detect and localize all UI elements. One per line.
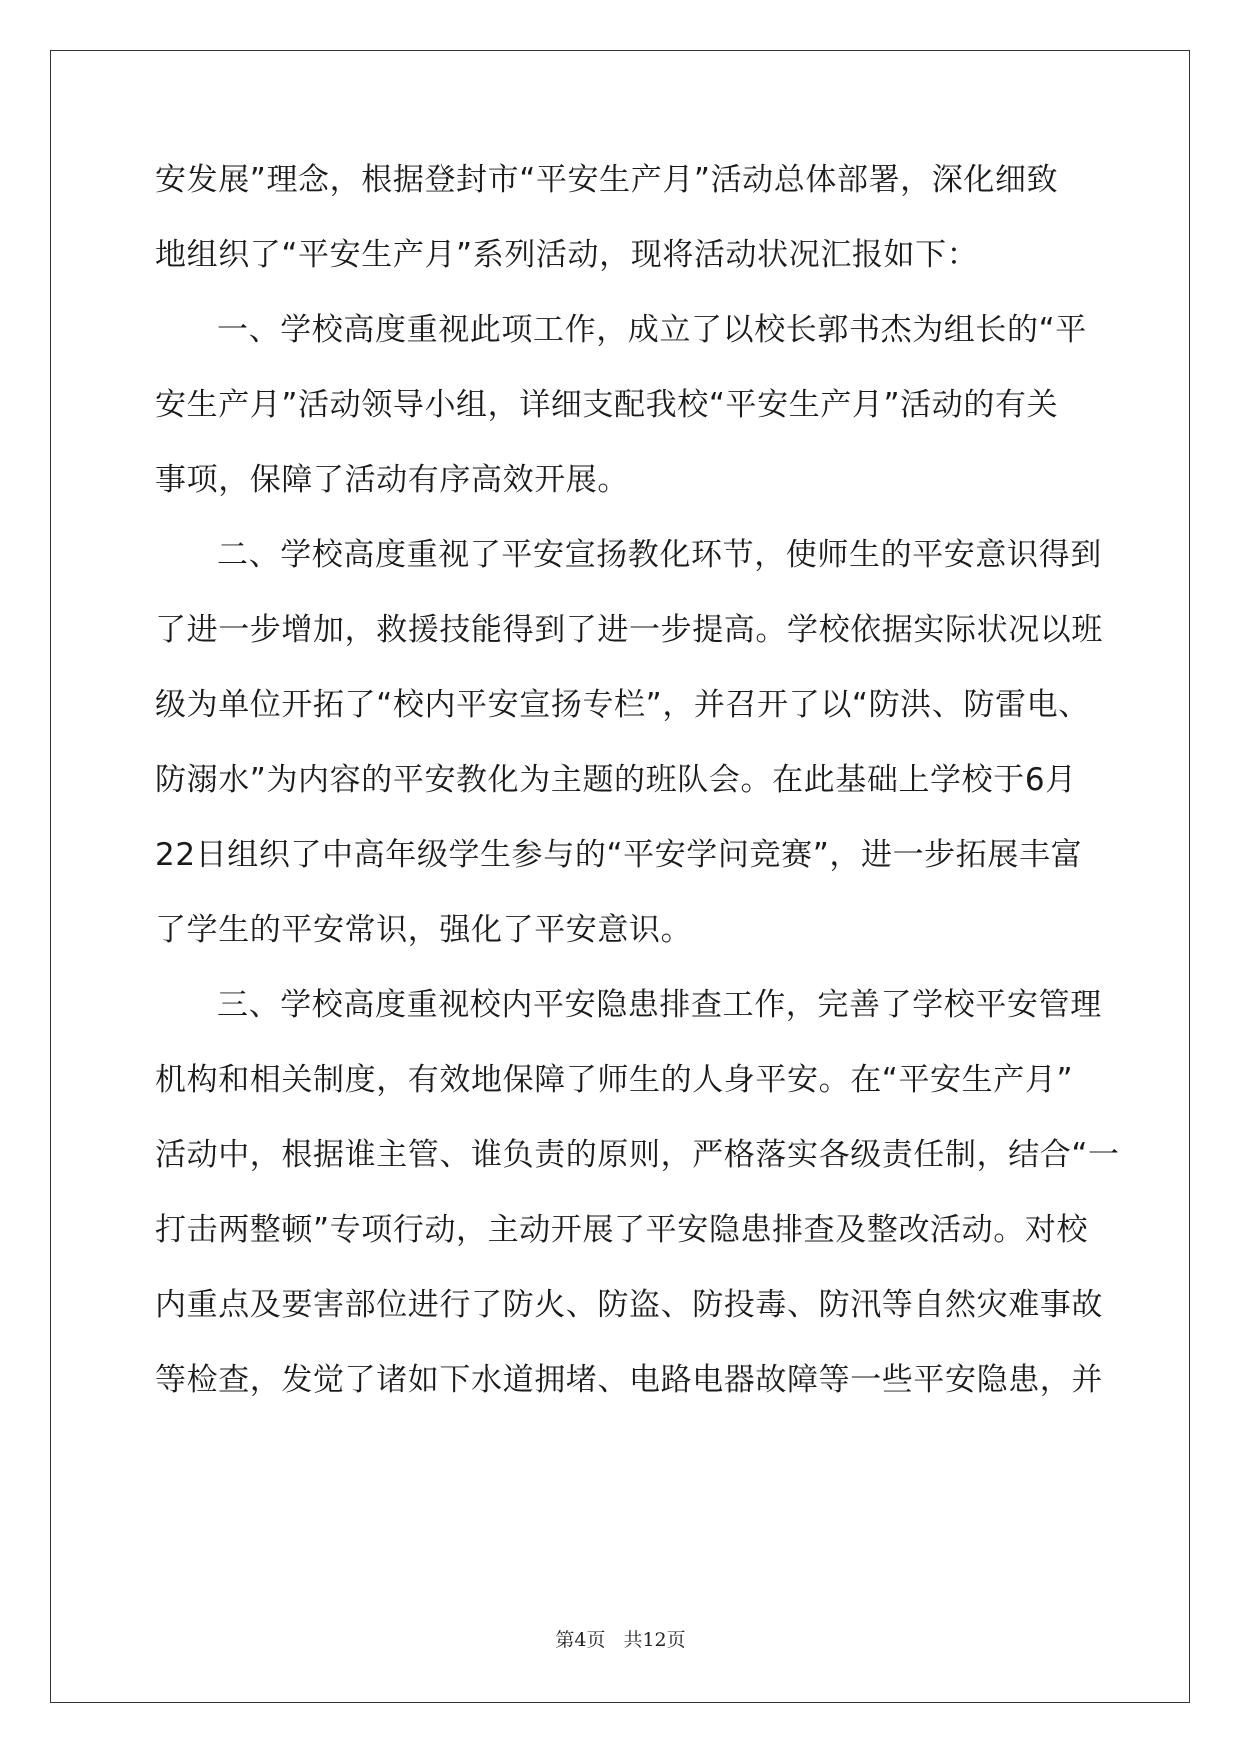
- text-line: 机构和相关制度，有效地保障了师生的人身平安。在“平安生产月”: [155, 1062, 1074, 1098]
- text-line: 安发展”理念，根据登封市“平安生产月”活动总体部署，深化细致: [155, 162, 1059, 198]
- text-line: 一、学校高度重视此项工作，成立了以校长郭书杰为组长的“平: [217, 312, 1087, 348]
- text-line: 了进一步增加，救援技能得到了进一步提高。学校依据实际状况以班: [155, 612, 1103, 648]
- paragraph: [155, 535, 1103, 985]
- text-line: 打击两整顿”专项行动，主动开展了平安隐患排查及整改活动。对校: [155, 1212, 1089, 1248]
- page-footer: [0, 1628, 1241, 1652]
- text-line: 三、学校高度重视校内平安隐患排查工作，完善了学校平安管理: [217, 987, 1102, 1023]
- text-line: 级为单位开拓了“校内平安宣扬专栏”，并召开了以“防洪、防雷电、: [155, 687, 1090, 723]
- paragraph: [155, 310, 1095, 535]
- text-line: 事项，保障了活动有序高效开展。: [155, 462, 629, 498]
- text-line: 地组织了“平安生产月”系列活动，现将活动状况汇报如下：: [155, 237, 979, 273]
- text-line: 等检查，发觉了诸如下水道拥堵、电路电器故障等一些平安隐患，并: [155, 1362, 1103, 1398]
- text-line: 活动中，根据谁主管、谁负责的原则，严格落实各级责任制，结合“一: [155, 1137, 1120, 1173]
- document-body: [155, 160, 1120, 1435]
- page-number: 第4页: [555, 1629, 606, 1651]
- text-line: 内重点及要害部位进行了防火、防盗、防投毒、防汛等自然灾难事故: [155, 1287, 1103, 1323]
- text-line: 防溺水”为内容的平安教化为主题的班队会。在此基础上学校于6月: [155, 762, 1077, 798]
- text-line: 了学生的平安常识，强化了平安意识。: [155, 912, 693, 948]
- text-line: 22日组织了中高年级学生参与的“平安学问竞赛”，进一步拓展丰富: [155, 837, 1083, 873]
- paragraph: [155, 160, 1095, 310]
- text-line: 二、学校高度重视了平安宣扬教化环节，使师生的平安意识得到: [217, 537, 1102, 573]
- paragraph: [155, 985, 1120, 1435]
- page-total: 共12页: [623, 1629, 686, 1651]
- text-line: 安生产月”活动领导小组，详细支配我校“平安生产月”活动的有关: [155, 387, 1059, 423]
